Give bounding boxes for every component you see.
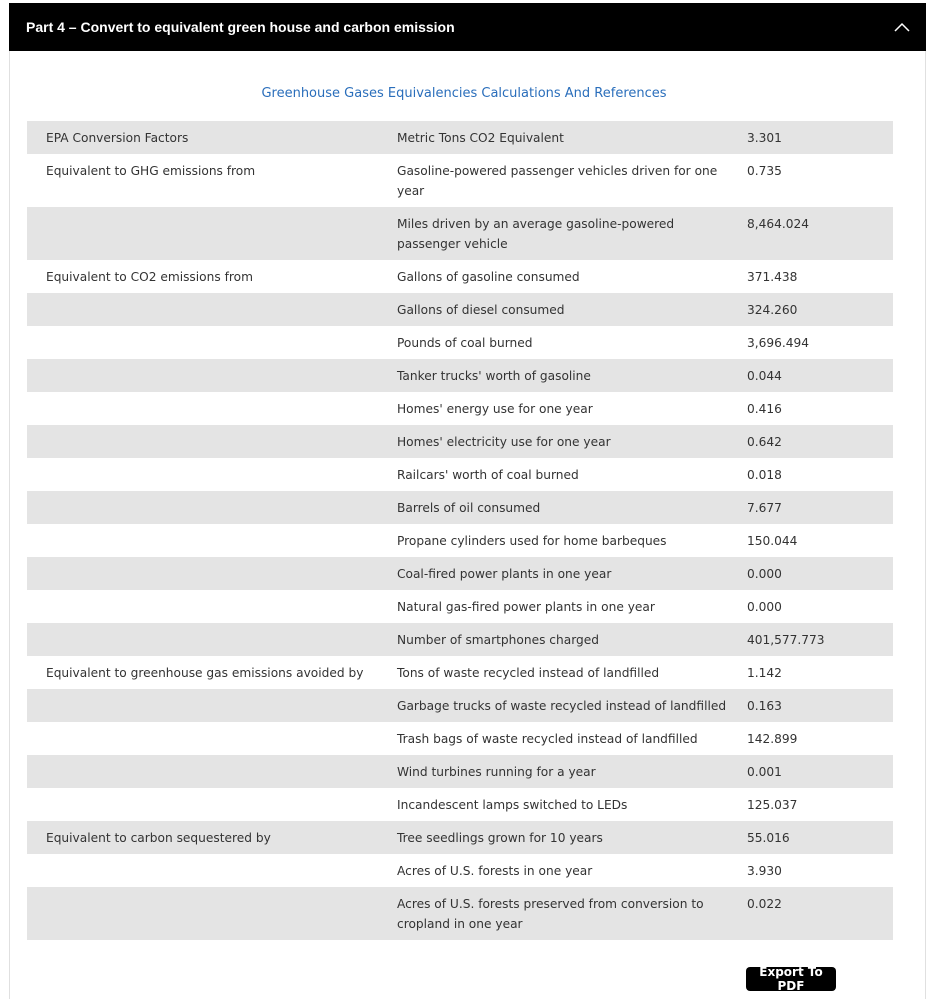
- table-row: [27, 207, 893, 260]
- value-cell: 0.735: [727, 154, 893, 207]
- category-cell: [27, 788, 377, 821]
- table-row: [27, 656, 893, 689]
- category-cell: Equivalent to CO2 emissions from: [27, 260, 377, 293]
- description-cell: Gallons of gasoline consumed: [377, 260, 727, 293]
- description-cell: Tree seedlings grown for 10 years: [377, 821, 727, 854]
- value-cell: 55.016: [727, 821, 893, 854]
- value-cell: 324.260: [727, 293, 893, 326]
- table-row: [27, 458, 893, 491]
- table-row: [27, 260, 893, 293]
- category-cell: [27, 854, 377, 887]
- category-cell: [27, 524, 377, 557]
- value-cell: 0.000: [727, 557, 893, 590]
- table-row: [27, 623, 893, 656]
- description-cell: Propane cylinders used for home barbeques: [377, 524, 727, 557]
- table-row: [27, 557, 893, 590]
- category-cell: [27, 491, 377, 524]
- description-cell: Tons of waste recycled instead of landfilled: [377, 656, 727, 689]
- description-cell: Gallons of diesel consumed: [377, 293, 727, 326]
- description-cell: Homes' electricity use for one year: [377, 425, 727, 458]
- description-cell: Railcars' worth of coal burned: [377, 458, 727, 491]
- value-cell: 0.001: [727, 755, 893, 788]
- category-cell: [27, 590, 377, 623]
- category-cell: [27, 755, 377, 788]
- category-cell: [27, 722, 377, 755]
- description-cell: Tanker trucks' worth of gasoline: [377, 359, 727, 392]
- table-row: [27, 121, 893, 154]
- category-cell: [27, 425, 377, 458]
- panel-title: Part 4 – Convert to equivalent green house and carbon emission: [26, 19, 455, 35]
- category-cell: Equivalent to greenhouse gas emissions avoided by: [27, 656, 377, 689]
- description-cell: Garbage trucks of waste recycled instead of landfilled: [377, 689, 727, 722]
- value-cell: 125.037: [727, 788, 893, 821]
- description-cell: Acres of U.S. forests in one year: [377, 854, 727, 887]
- category-cell: [27, 207, 377, 260]
- table-row: [27, 154, 893, 207]
- value-cell: 7.677: [727, 491, 893, 524]
- description-cell: Wind turbines running for a year: [377, 755, 727, 788]
- table-row: [27, 854, 893, 887]
- description-cell: Acres of U.S. forests preserved from conversion to cropland in one year: [377, 887, 727, 940]
- table-row: [27, 392, 893, 425]
- description-cell: Metric Tons CO2 Equivalent: [377, 121, 727, 154]
- equivalency-table: [27, 121, 893, 940]
- value-cell: 142.899: [727, 722, 893, 755]
- table-row: [27, 590, 893, 623]
- chevron-up-icon: [894, 22, 910, 32]
- value-cell: 371.438: [727, 260, 893, 293]
- table-row: [27, 755, 893, 788]
- category-cell: [27, 623, 377, 656]
- value-cell: 0.018: [727, 458, 893, 491]
- value-cell: 3,696.494: [727, 326, 893, 359]
- value-cell: 0.642: [727, 425, 893, 458]
- value-cell: 0.044: [727, 359, 893, 392]
- table-row: [27, 524, 893, 557]
- value-cell: 0.000: [727, 590, 893, 623]
- table-row: [27, 359, 893, 392]
- description-cell: Natural gas-fired power plants in one year: [377, 590, 727, 623]
- category-cell: [27, 326, 377, 359]
- table-row: [27, 722, 893, 755]
- category-cell: [27, 887, 377, 940]
- collapse-button[interactable]: [878, 3, 926, 51]
- export-pdf-button[interactable]: Export To PDF: [746, 967, 836, 991]
- category-cell: [27, 293, 377, 326]
- category-cell: EPA Conversion Factors: [27, 121, 377, 154]
- value-cell: 3.930: [727, 854, 893, 887]
- table-row: [27, 293, 893, 326]
- description-cell: Barrels of oil consumed: [377, 491, 727, 524]
- table-row: [27, 689, 893, 722]
- description-cell: Trash bags of waste recycled instead of landfilled: [377, 722, 727, 755]
- category-cell: Equivalent to GHG emissions from: [27, 154, 377, 207]
- value-cell: 3.301: [727, 121, 893, 154]
- category-cell: [27, 392, 377, 425]
- value-cell: 0.022: [727, 887, 893, 940]
- value-cell: 0.416: [727, 392, 893, 425]
- category-cell: [27, 359, 377, 392]
- table-row: [27, 425, 893, 458]
- description-cell: Incandescent lamps switched to LEDs: [377, 788, 727, 821]
- category-cell: [27, 458, 377, 491]
- equivalency-table-body: [27, 121, 893, 940]
- category-cell: Equivalent to carbon sequestered by: [27, 821, 377, 854]
- value-cell: 1.142: [727, 656, 893, 689]
- table-row: [27, 887, 893, 940]
- value-cell: 0.163: [727, 689, 893, 722]
- description-cell: Homes' energy use for one year: [377, 392, 727, 425]
- panel-header[interactable]: [9, 3, 926, 51]
- table-row: [27, 821, 893, 854]
- value-cell: 150.044: [727, 524, 893, 557]
- description-cell: Gasoline-powered passenger vehicles driven for one year: [377, 154, 727, 207]
- table-row: [27, 326, 893, 359]
- description-cell: Number of smartphones charged: [377, 623, 727, 656]
- description-cell: Coal-fired power plants in one year: [377, 557, 727, 590]
- ghg-references-link[interactable]: Greenhouse Gases Equivalencies Calculations And References: [261, 86, 667, 101]
- category-cell: [27, 689, 377, 722]
- table-row: [27, 491, 893, 524]
- value-cell: 401,577.773: [727, 623, 893, 656]
- category-cell: [27, 557, 377, 590]
- description-cell: Miles driven by an average gasoline-powered passenger vehicle: [377, 207, 727, 260]
- description-cell: Pounds of coal burned: [377, 326, 727, 359]
- value-cell: 8,464.024: [727, 207, 893, 260]
- table-row: [27, 788, 893, 821]
